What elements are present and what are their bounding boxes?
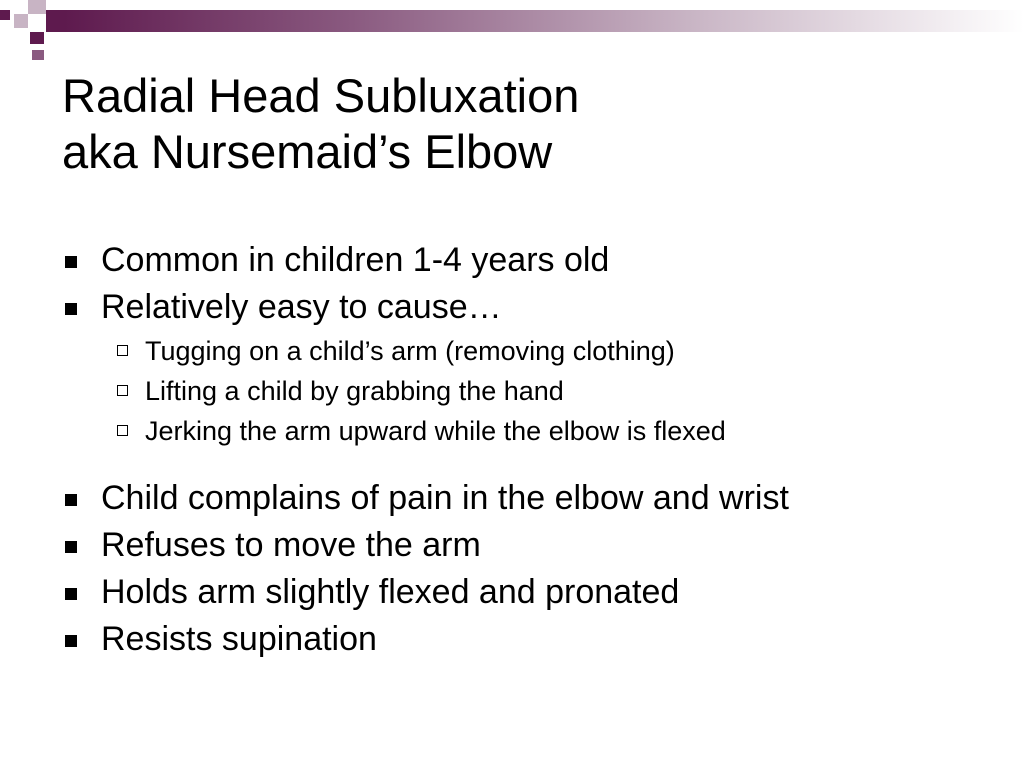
sub-bullet-item bbox=[62, 331, 1012, 371]
decor-square-icon bbox=[14, 14, 28, 28]
decor-square-icon bbox=[0, 10, 10, 20]
bullet-item bbox=[62, 475, 1012, 522]
header-decoration bbox=[0, 0, 1024, 60]
sub-bullet-text: Jerking the arm upward while the elbow is flexed bbox=[145, 416, 726, 446]
filled-square-icon bbox=[65, 635, 77, 647]
bullet-text: Child complains of pain in the elbow and wrist bbox=[101, 479, 789, 517]
bullet-text: Holds arm slightly flexed and pronated bbox=[101, 573, 680, 611]
decor-square-icon bbox=[30, 32, 44, 44]
filled-square-icon bbox=[65, 588, 77, 600]
bullet-text: Refuses to move the arm bbox=[101, 526, 481, 564]
bullet-item bbox=[62, 616, 1012, 663]
filled-square-icon bbox=[65, 303, 77, 315]
bullet-item bbox=[62, 569, 1012, 616]
hollow-square-icon bbox=[117, 385, 128, 396]
title-line: Radial Head Subluxation bbox=[62, 69, 580, 122]
sub-bullet-text: Lifting a child by grabbing the hand bbox=[145, 376, 564, 406]
sub-bullet-text: Tugging on a child’s arm (removing clothing) bbox=[145, 336, 675, 366]
decor-square-icon bbox=[32, 50, 44, 60]
sub-bullet-item bbox=[62, 371, 1012, 411]
bullet-item bbox=[62, 284, 1012, 331]
hollow-square-icon bbox=[117, 425, 128, 436]
bullet-list bbox=[62, 237, 1012, 663]
spacer bbox=[62, 451, 1012, 475]
filled-square-icon bbox=[65, 256, 77, 268]
bullet-item bbox=[62, 522, 1012, 569]
filled-square-icon bbox=[65, 541, 77, 553]
bullet-text: Common in children 1-4 years old bbox=[101, 241, 610, 279]
title-line: aka Nursemaid’s Elbow bbox=[62, 125, 553, 178]
header-gradient-bar bbox=[64, 10, 1024, 32]
bullet-text: Relatively easy to cause… bbox=[101, 288, 502, 326]
slide-title bbox=[62, 68, 962, 180]
hollow-square-icon bbox=[117, 345, 128, 356]
decor-square-icon bbox=[28, 0, 46, 14]
filled-square-icon bbox=[65, 494, 77, 506]
decor-square-icon bbox=[46, 10, 64, 32]
bullet-item bbox=[62, 237, 1012, 284]
sub-bullet-item bbox=[62, 411, 1012, 451]
bullet-text: Resists supination bbox=[101, 620, 377, 658]
